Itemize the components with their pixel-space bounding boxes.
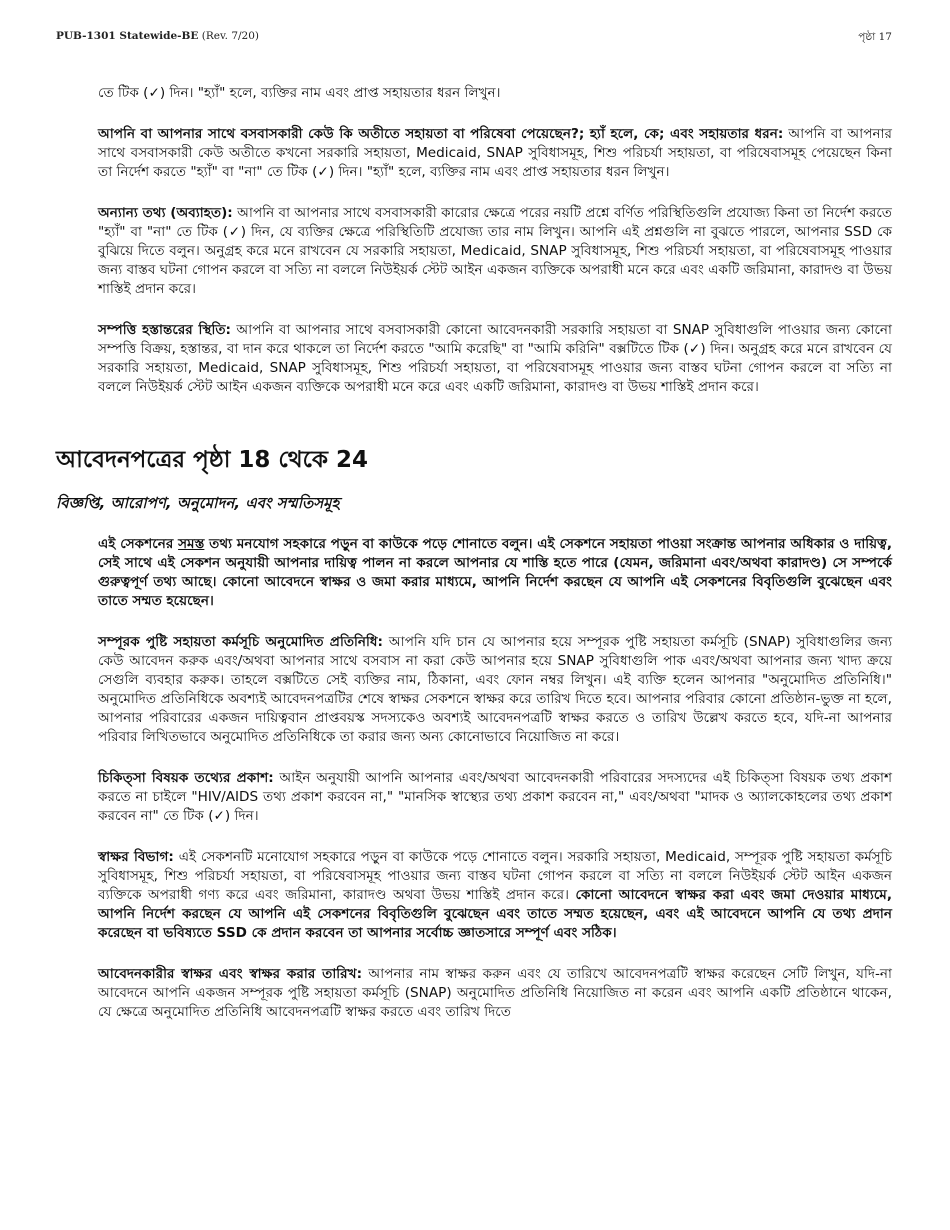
read-carefully-pre: এই সেকশনের	[98, 536, 179, 552]
form-number: PUB-1301 Statewide-BE	[56, 30, 199, 42]
signature-section-text: এই সেকশনটি মনোযোগ সহকারে পড়ুন বা কাউকে পড়ে শোনাতে বলুন। সরকারি সহায়তা, Medicaid, সম্পূরক পুষ্টি সহায়তা কর্মসূচি সুবিধাসমূহ, শিশু পরিচর্যা সহায়তা, বা পরিষেবাসমূহ পাওয়ার জন্য বাস্তব ঘটনা গোপন করলে বা সত্যি না বললে নিউইয়র্ক স্টেট আইন একজন ব্যক্তিকে অপরাধী গণ্য করে এবং জরিমানা, কারাদণ্ড অথবা উভয় শাস্তিই প্রদান করে।	[98, 849, 892, 903]
continuation-text: তে টিক (✓) দিন। "হ্যাঁ" হলে, ব্যক্তির নাম এবং প্রাপ্ত সহায়তার ধরন লিখুন।	[98, 85, 501, 101]
snap-representative-paragraph	[98, 633, 892, 747]
applicant-signature-text: আপনার নাম স্বাক্ষর করুন এবং যে তারিখে আবেদনপত্রটি স্বাক্ষর করেছেন সেটি লিখুন, যদি-না আবেদনে আপনি একজন সম্পূরক পুষ্টি সহায়তা কর্মসূচি (SNAP) অনুমোদিত প্রতিনিধি নিয়োজিত না করেন এবং আপনি একটি প্রতিষ্ঠানে থাকেন, যে ক্ষেত্রে অনুমোদিত প্রতিনিধি আবেদনপত্রটি স্বাক্ষর করতে এবং তারিখ দিতে	[98, 966, 892, 1020]
signature-section-heading: স্বাক্ষর বিভাগ:	[98, 849, 174, 865]
property-transfer-heading: সম্পত্তি হস্তান্তরের স্থিতি:	[98, 322, 231, 338]
form-revision: (Rev. 7/20)	[198, 30, 260, 42]
medical-disclosure-heading: চিকিত্সা বিষয়ক তথ্যের প্রকাশ:	[98, 770, 274, 786]
section-subtitle: বিজ্ঞপ্তি, আরোপণ, অনুমোদন, এবং সম্মতিসমূহ	[56, 494, 340, 512]
medical-disclosure-text: আইন অনুযায়ী আপনি আপনার এবং/অথবা আবেদনকারী পরিবারের সদস্যদের এই চিকিত্সা বিষয়ক তথ্য প্রকাশ করতে না চাইলে "HIV/AIDS তথ্য প্রকাশ করবেন না," "মানসিক স্বাস্থ্যের তথ্য প্রকাশ করবেন না," এবং/অথবা "মাদক ও অ্যালকোহলের তথ্য প্রকাশ করবেন না" তে টিক (✓) দিন।	[98, 770, 892, 824]
other-info-text: আপনি বা আপনার সাথে বসবাসকারী কারোর ক্ষেত্রে পরের নয়টি প্রশ্নে বর্ণিত পরিস্থিতিগুলি প্রযোজ্য কিনা তা নির্দেশ করতে "হ্যাঁ" বা "না" তে টিক (✓) দিন, যে ব্যক্তির ক্ষেত্রে পরিস্থিতিটি প্রযোজ্য তার নাম লিখুন। আপনি এই প্রশ্নগুলি না বুঝতে পারলে, আপনার SSD কে বুঝিয়ে দিতে বলুন। অনুগ্রহ করে মনে রাখবেন যে সরকারি সহায়তা, Medicaid, SNAP সুবিধাসমূহ, শিশু পরিচর্যা সহায়তা, বা পরিষেবাসমূহ পাওয়ার জন্য বাস্তব ঘটনা গোপন করলে বা সত্যি না বললে নিউইয়র্ক স্টেট আইন একজন ব্যক্তিকে অপরাধী মনে করে এবং একটি জরিমানা, কারাদণ্ড বা উভয় শাস্তিই প্রদান করে।	[98, 205, 893, 297]
continuation-paragraph	[98, 84, 892, 103]
past-assistance-heading: আপনি বা আপনার সাথে বসবাসকারী কেউ কি অতীতে সহায়তা বা পরিষেবা পেয়েছেন?; হ্যাঁ হলে, কে; এবং সহায়তার ধরন:	[98, 126, 784, 142]
snap-representative-text: আপনি যদি চান যে আপনার হয়ে সম্পূরক পুষ্টি সহায়তা কর্মসূচি (SNAP) সুবিধাগুলির জন্য কেউ আবেদন করুক এবং/অথবা আপনার সাথে বসবাস না করা কেউ আপনার হয়ে SNAP সুবিধাগুলি পাক এবং/অথবা আপনার জন্য খাদ্য ক্রয়ে সেগুলি ব্যবহার করুক। তাহলে বক্সটিতে সেই ব্যক্তির নাম, ঠিকানা, এবং ফোন নম্বর লিখুন। এই ব্যক্তি হলেন আপনার "অনুমোদিত প্রতিনিধি।" অনুমোদিত প্রতিনিধিকে অবশ্যই আবেদনপত্রটির শেষে স্বাক্ষর সেকশনে স্বাক্ষর করে তারিখ দিতে হবে। আপনার পরিবার কোনো প্রতিষ্ঠান-ভুক্ত না হলে, আপনার পরিবারের একজন দায়িত্ববান প্রাপ্তবয়স্ক সদস্যকেও অবশ্যই আবেদনপত্রটি স্বাক্ষর করতে ও তারিখ উল্লেখ করতে হবে, যদি-না আপনার পরিবার লিখিতভাবে অনুমোদিত প্রতিনিধিকে তা করার জন্য অন্য কোনোভাবে নিয়োজিত না করে।	[98, 634, 893, 745]
other-info-heading: অন্যান্য তথ্য (অব্যাহত):	[98, 205, 233, 221]
signature-section-bold-text: কোনো আবেদনে স্বাক্ষর করা এবং জমা দেওয়ার মাধ্যমে, আপনি নির্দেশ করছেন যে আপনি এই সেকশনের বিবৃতিগুলি বুঝেছেন এবং তাতে সম্মত হয়েছেন, এবং এই আবেদনে আপনি যে তথ্য প্রদান করেছেন বা ভবিষ্যতে SSD কে প্রদান করবেন তা আপনার সর্বোচ্চ জ্ঞাতসারে সম্পূর্ণ এবং সঠিক।	[98, 887, 892, 941]
applicant-signature-paragraph	[98, 965, 892, 1022]
form-code	[56, 30, 259, 47]
page-number: পৃষ্ঠা 17	[858, 31, 892, 43]
page-header	[56, 30, 892, 47]
snap-representative-heading: সম্পূরক পুষ্টি সহায়তা কর্মসূচি অনুমোদিত প্রতিনিধি:	[98, 634, 383, 650]
all-underlined: সমস্ত	[178, 536, 205, 552]
past-assistance-paragraph	[98, 125, 892, 182]
document-body	[0, 84, 950, 1022]
medical-disclosure-paragraph	[98, 769, 892, 826]
past-assistance-text: আপনি বা আপনার সাথে বসবাসকারী কেউ অতীতে কখনো সরকারি সহায়তা, Medicaid, SNAP সুবিধাসমূহ, শিশু পরিচর্যা সহায়তা, বা পরিষেবাসমূহ পেয়েছেন কিনা তা নির্দেশ করতে "হ্যাঁ" বা "না" তে টিক (✓) দিন। "হ্যাঁ" হলে, ব্যক্তির নাম এবং প্রাপ্ত সহায়তার ধরন লিখুন।	[98, 126, 892, 180]
read-carefully-text: তথ্য মনযোগ সহকারে পড়ুন বা কাউকে পড়ে শোনাতে বলুন। এই সেকশনে সহায়তা পাওয়া সংক্রান্ত আপনার অধিকার ও দায়িত্ব, সেই সাথে এই সেকশন অনুযায়ী আপনার দায়িত্ব পালন না করলে আপনার যে শাস্তি হতে পারে (যেমন, জরিমানা এবং/অথবা কারাদণ্ড) সে সম্পর্কে গুরুত্বপূর্ণ তথ্য আছে। কোনো আবেদনে স্বাক্ষর ও জমা করার মাধ্যমে, আপনি নির্দেশ করছেন যে আপনি এই সেকশনের বিবৃতিগুলি বুঝেছেন এবং তাতে সম্মত হয়েছেন।	[98, 536, 893, 609]
other-info-paragraph	[98, 204, 892, 299]
property-transfer-paragraph	[98, 321, 892, 397]
applicant-signature-heading: আবেদনকারীর স্বাক্ষর এবং স্বাক্ষর করার তারিখ:	[98, 966, 363, 982]
property-transfer-text: আপনি বা আপনার সাথে বসবাসকারী কোনো আবেদনকারী সরকারি সহায়তা বা SNAP সুবিধাগুলি পাওয়ার জন্য কোনো সম্পত্তি বিক্রয়, হস্তান্তর, বা দান করে থাকলে তা নির্দেশ করতে "আমি করেছি" বা "আমি করিনি" বক্সটিতে টিক (✓) দিন। অনুগ্রহ করে মনে রাখবেন যে সরকারি সহায়তা, Medicaid, SNAP সুবিধাসমূহ, শিশু পরিচর্যা সহায়তা, বা পরিষেবাসমূহ পাওয়ার জন্য বাস্তব ঘটনা গোপন করলে বা সত্যি না বললে নিউইয়র্ক স্টেট আইন একজন ব্যক্তিকে অপরাধী মনে করে এবং একটি জরিমানা, কারাদণ্ড বা উভয় শাস্তিই প্রদান করে।	[98, 322, 892, 395]
read-carefully-paragraph	[98, 535, 892, 611]
section-title: আবেদনপত্রের পৃষ্ঠা 18 থেকে 24	[56, 447, 368, 473]
signature-section-paragraph	[98, 848, 892, 943]
